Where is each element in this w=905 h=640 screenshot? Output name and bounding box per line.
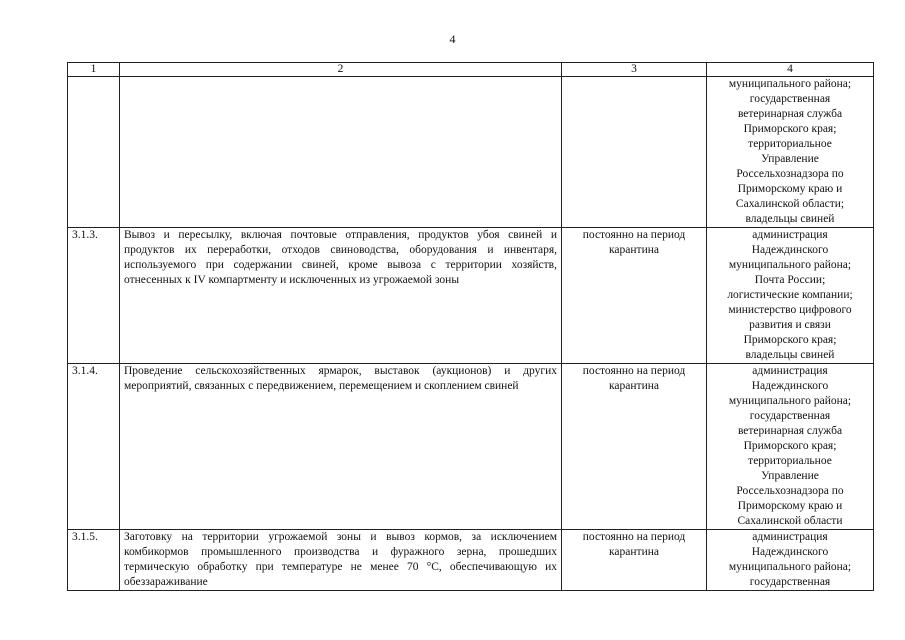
table-row (68, 77, 874, 228)
measure-description (120, 77, 562, 228)
page-number: 4 (449, 32, 456, 46)
item-number (68, 77, 120, 228)
responsible-line: Россельхознадзора по (736, 168, 844, 180)
item-number: 3.1.3. (68, 228, 120, 364)
column-header: 1 (68, 63, 120, 77)
item-number: 3.1.4. (68, 364, 120, 530)
responsible-line: администрация (752, 531, 828, 543)
period-line: постоянно на период (582, 531, 686, 543)
measure-description: Заготовку на территории угрожаемой зоны и вывоз кормов, за исключением комбикормов промышленного производства и фуражного зерна, прошедших термическую обработку при температуре не менее 70 °С, обеспечивающую их обеззараживание (120, 530, 562, 591)
measure-description: Проведение сельскохозяйственных ярмарок, выставок (аукционов) и других мероприятий, связанных с передвижением, перемещением и скоплением свиней (120, 364, 562, 530)
responsible-line: Надеждинского (751, 546, 829, 558)
table-row (68, 228, 874, 364)
responsible-line: логистические компании; (727, 289, 853, 301)
responsible-line: Россельхознадзора по (736, 485, 844, 497)
period-line: постоянно на период (582, 365, 686, 377)
responsible-line: муниципального района; (728, 259, 852, 271)
period-cell (562, 364, 707, 530)
column-header: 4 (707, 63, 874, 77)
responsible-cell (707, 77, 874, 228)
responsible-line: администрация (752, 229, 828, 241)
responsible-line: Надеждинского (751, 380, 829, 392)
responsible-line: муниципального района; (728, 561, 852, 573)
period-line: карантина (609, 380, 659, 392)
column-header: 2 (120, 63, 562, 77)
responsible-line: Приморского края; (743, 123, 837, 135)
item-number: 3.1.5. (68, 530, 120, 591)
responsible-line: ветеринарная служба (737, 425, 843, 437)
responsible-line: ветеринарная служба (737, 108, 843, 120)
responsible-line: владельцы свиней (745, 349, 835, 361)
measures-table (67, 62, 874, 591)
responsible-line: Сахалинской области (737, 515, 843, 527)
table-row (68, 364, 874, 530)
table-row (68, 530, 874, 591)
responsible-line: Почта России; (754, 274, 826, 286)
period-line: карантина (609, 546, 659, 558)
period-cell (562, 228, 707, 364)
responsible-line: Управление (761, 470, 819, 482)
measure-description: Вывоз и пересылку, включая почтовые отправления, продуктов убоя свиней и продуктов их переработки, отходов свиноводства, оборудования и инвентаря, используемого при содержании свиней, кроме вывоза с территории хозяйств, отнесенных к IV компартменту и исключенных из угрожаемой зоны (120, 228, 562, 364)
responsible-line: государственная (749, 576, 831, 588)
responsible-line: территориальное (748, 138, 832, 150)
responsible-line: Управление (761, 153, 819, 165)
responsible-line: муниципального района; (728, 78, 852, 90)
responsible-line: Приморскому краю и (737, 500, 843, 512)
responsible-cell (707, 530, 874, 591)
responsible-line: государственная (749, 410, 831, 422)
period-cell (562, 77, 707, 228)
responsible-line: Надеждинского (751, 244, 829, 256)
column-header: 3 (562, 63, 707, 77)
period-line: карантина (609, 244, 659, 256)
responsible-line: развития и связи (749, 319, 831, 331)
responsible-line: администрация (752, 365, 828, 377)
period-line: постоянно на период (582, 229, 686, 241)
responsible-line: муниципального района; (728, 395, 852, 407)
responsible-cell (707, 228, 874, 364)
responsible-cell (707, 364, 874, 530)
table-header-row (68, 63, 874, 77)
responsible-line: Приморского края; (743, 334, 837, 346)
responsible-line: Сахалинской области; (735, 198, 845, 210)
responsible-line: владельцы свиней (745, 213, 835, 225)
period-cell (562, 530, 707, 591)
responsible-line: Приморскому краю и (737, 183, 843, 195)
responsible-line: министерство цифрового (728, 304, 852, 316)
responsible-line: Приморского края; (743, 440, 837, 452)
responsible-line: государственная (749, 93, 831, 105)
responsible-line: территориальное (748, 455, 832, 467)
